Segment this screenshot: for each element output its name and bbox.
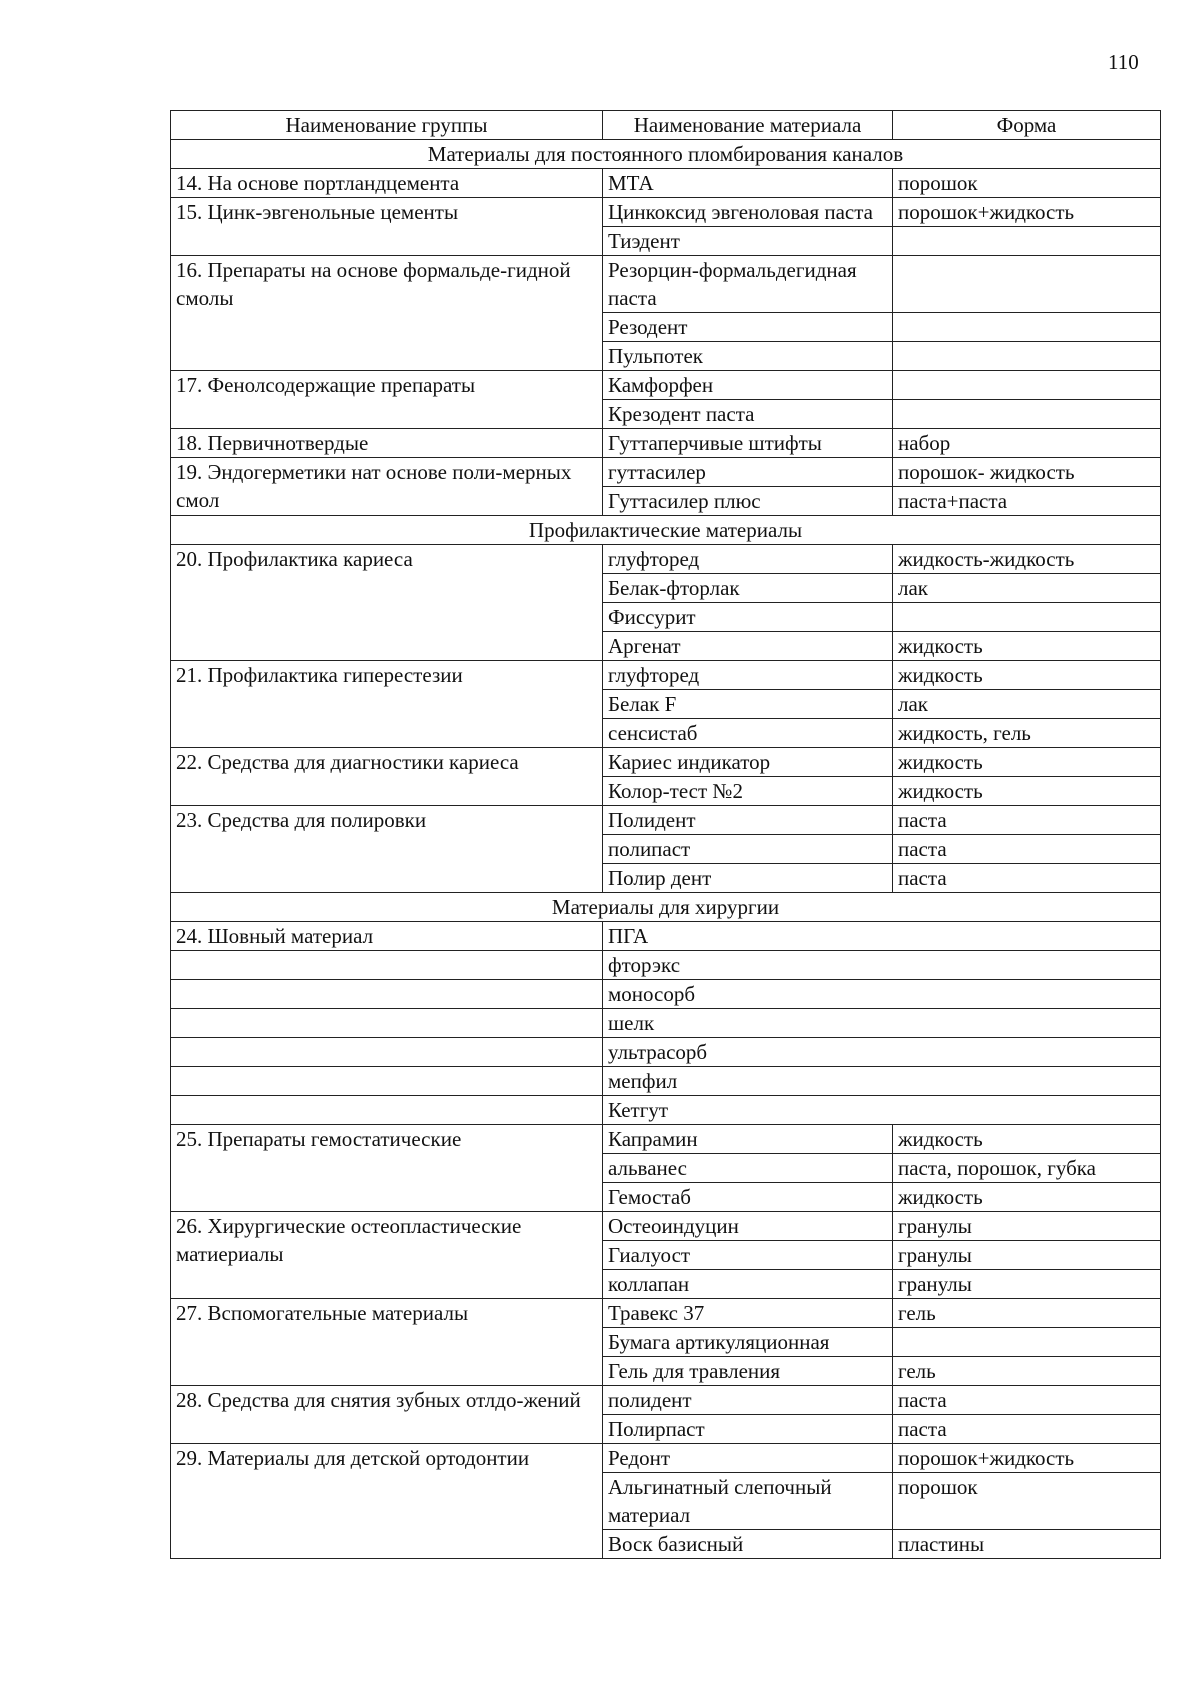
material-name: шелк: [603, 1009, 1161, 1038]
materials-table: [170, 110, 1161, 1559]
material-name: Воск базисный: [603, 1530, 893, 1559]
group-name: 18. Первичнотвердые: [171, 429, 603, 458]
material-form: [893, 342, 1161, 371]
material-name: Гель для травления: [603, 1357, 893, 1386]
material-form: жидкость: [893, 777, 1161, 806]
group-name: 19. Эндогерметики нат основе поли-мерных смол: [171, 458, 603, 516]
table-row: [171, 1125, 1161, 1154]
material-form: паста: [893, 1386, 1161, 1415]
table-body: [171, 140, 1161, 1559]
material-form: паста, порошок, губка: [893, 1154, 1161, 1183]
table-row: [171, 1444, 1161, 1473]
material-name: Капрамин: [603, 1125, 893, 1154]
material-form: лак: [893, 690, 1161, 719]
material-name: коллапан: [603, 1270, 893, 1299]
material-name: полипаст: [603, 835, 893, 864]
material-form: [893, 603, 1161, 632]
material-form: гранулы: [893, 1270, 1161, 1299]
material-form: паста: [893, 864, 1161, 893]
table-row: [171, 1299, 1161, 1328]
section-row: [171, 140, 1161, 169]
material-name: мепфил: [603, 1067, 1161, 1096]
section-title: Профилактические материалы: [171, 516, 1161, 545]
table-row: [171, 748, 1161, 777]
table-row: [171, 458, 1161, 487]
section-row: [171, 893, 1161, 922]
material-name: Гуттаперчивые штифты: [603, 429, 893, 458]
table-row: [171, 806, 1161, 835]
material-form: жидкость: [893, 748, 1161, 777]
group-name: 14. На основе портландцемента: [171, 169, 603, 198]
material-form: [893, 400, 1161, 429]
group-name: 21. Профилактика гиперестезии: [171, 661, 603, 748]
group-empty-cell: [171, 1009, 603, 1038]
header-form: Форма: [893, 111, 1161, 140]
material-form: порошок+жидкость: [893, 198, 1161, 227]
material-name: Цинкоксид эвгеноловая паста: [603, 198, 893, 227]
material-name: Резодент: [603, 313, 893, 342]
table-row: [171, 429, 1161, 458]
table-row: [171, 256, 1161, 313]
material-name: глуфторед: [603, 661, 893, 690]
group-name: 16. Препараты на основе формальде-гидной смолы: [171, 256, 603, 371]
group-name: 28. Средства для снятия зубных отлдо-жений: [171, 1386, 603, 1444]
material-name: Фиссурит: [603, 603, 893, 632]
material-name: Крезодент паста: [603, 400, 893, 429]
table-row: [171, 1096, 1161, 1125]
material-form: [893, 256, 1161, 313]
material-name: Полирпаст: [603, 1415, 893, 1444]
table-row: [171, 371, 1161, 400]
group-name: 20. Профилактика кариеса: [171, 545, 603, 661]
material-name: Колор-тест №2: [603, 777, 893, 806]
material-form: [893, 371, 1161, 400]
material-name: Аргенат: [603, 632, 893, 661]
group-name: 23. Средства для полировки: [171, 806, 603, 893]
material-name: Белак-фторлак: [603, 574, 893, 603]
table-row: [171, 980, 1161, 1009]
material-form: паста: [893, 835, 1161, 864]
material-name: фторэкс: [603, 951, 1161, 980]
material-form: порошок+жидкость: [893, 1444, 1161, 1473]
material-name: Полидент: [603, 806, 893, 835]
header-group-name: Наименование группы: [171, 111, 603, 140]
material-name: Кетгут: [603, 1096, 1161, 1125]
material-name: Гуттасилер плюс: [603, 487, 893, 516]
table-header: [171, 111, 1161, 140]
material-name: Кариес индикатор: [603, 748, 893, 777]
material-name: МТА: [603, 169, 893, 198]
table-row: [171, 198, 1161, 227]
table-row: [171, 1067, 1161, 1096]
group-empty-cell: [171, 951, 603, 980]
material-form: паста: [893, 806, 1161, 835]
material-form: [893, 1328, 1161, 1357]
group-name: 15. Цинк-эвгенольные цементы: [171, 198, 603, 256]
material-form: набор: [893, 429, 1161, 458]
material-form: порошок: [893, 169, 1161, 198]
page-number: 110: [1108, 50, 1139, 74]
material-name: сенсистаб: [603, 719, 893, 748]
material-form: порошок: [893, 1473, 1161, 1530]
group-name: 22. Средства для диагностики кариеса: [171, 748, 603, 806]
material-name: Пульпотек: [603, 342, 893, 371]
group-empty-cell: [171, 1067, 603, 1096]
material-form: порошок- жидкость: [893, 458, 1161, 487]
material-name: Бумага артикуляционная: [603, 1328, 893, 1357]
section-title: Материалы для постоянного пломбирования каналов: [171, 140, 1161, 169]
material-form: жидкость: [893, 661, 1161, 690]
section-title: Материалы для хирургии: [171, 893, 1161, 922]
material-name: моносорб: [603, 980, 1161, 1009]
material-name: Редонт: [603, 1444, 893, 1473]
material-form: [893, 227, 1161, 256]
material-name: альванес: [603, 1154, 893, 1183]
material-form: паста: [893, 1415, 1161, 1444]
material-name: гуттасилер: [603, 458, 893, 487]
table-row: [171, 169, 1161, 198]
group-name: 25. Препараты гемостатические: [171, 1125, 603, 1212]
group-empty-cell: [171, 1096, 603, 1125]
group-name: 29. Материалы для детской ортодонтии: [171, 1444, 603, 1559]
material-form: жидкость, гель: [893, 719, 1161, 748]
material-form: пластины: [893, 1530, 1161, 1559]
material-name: Камфорфен: [603, 371, 893, 400]
material-form: жидкость: [893, 1125, 1161, 1154]
group-empty-cell: [171, 980, 603, 1009]
group-name: 24. Шовный материал: [171, 922, 603, 951]
material-name: ультрасорб: [603, 1038, 1161, 1067]
material-form: гранулы: [893, 1212, 1161, 1241]
table-row: [171, 951, 1161, 980]
material-form: гранулы: [893, 1241, 1161, 1270]
material-form: лак: [893, 574, 1161, 603]
material-form: жидкость: [893, 1183, 1161, 1212]
material-name: ПГА: [603, 922, 1161, 951]
header-row: [171, 111, 1161, 140]
material-name: Травекс 37: [603, 1299, 893, 1328]
material-form: гель: [893, 1357, 1161, 1386]
material-form: [893, 313, 1161, 342]
material-name: Остеоиндуцин: [603, 1212, 893, 1241]
table-row: [171, 1386, 1161, 1415]
table-row: [171, 1038, 1161, 1067]
material-name: полидент: [603, 1386, 893, 1415]
material-name: Тиэдент: [603, 227, 893, 256]
table-row: [171, 545, 1161, 574]
material-name: Альгинатный слепочный материал: [603, 1473, 893, 1530]
table-row: [171, 661, 1161, 690]
material-name: Полир дент: [603, 864, 893, 893]
table-row: [171, 1009, 1161, 1038]
material-name: Гиалуост: [603, 1241, 893, 1270]
header-material-name: Наименование материала: [603, 111, 893, 140]
table-row: [171, 922, 1161, 951]
material-name: глуфторед: [603, 545, 893, 574]
material-form: гель: [893, 1299, 1161, 1328]
group-empty-cell: [171, 1038, 603, 1067]
section-row: [171, 516, 1161, 545]
material-name: Резорцин-формальдегидная паста: [603, 256, 893, 313]
table-row: [171, 1212, 1161, 1241]
group-name: 17. Фенолсодержащие препараты: [171, 371, 603, 429]
group-name: 27. Вспомогательные материалы: [171, 1299, 603, 1386]
material-name: Гемостаб: [603, 1183, 893, 1212]
material-form: жидкость-жидкость: [893, 545, 1161, 574]
material-name: Белак F: [603, 690, 893, 719]
material-form: жидкость: [893, 632, 1161, 661]
material-form: паста+паста: [893, 487, 1161, 516]
group-name: 26. Хирургические остеопластические матиериалы: [171, 1212, 603, 1299]
